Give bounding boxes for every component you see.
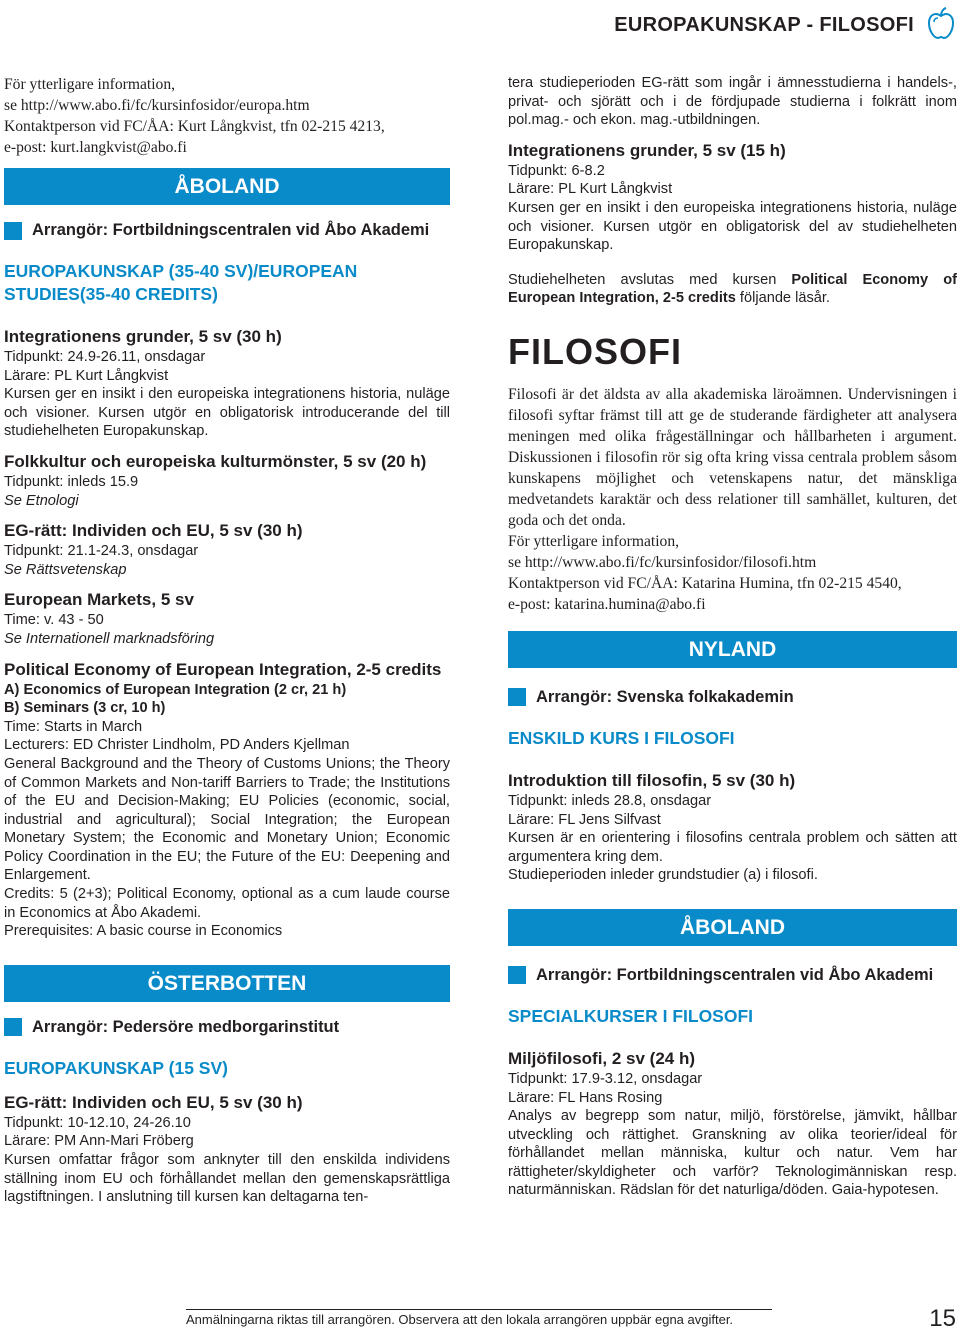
course-title: EG-rätt: Individen och EU, 5 sv (30 h) <box>4 521 303 541</box>
intro-url[interactable]: se http://www.abo.fi/fc/kursinfosidor/europa.htm <box>4 97 310 114</box>
continued-text: tera studieperioden EG-rätt som ingår i ämnesstudierna i handels-, privat- och sjörätt och i de fördjupade studierna i folkrätt inom pol.mag.- och ekon. mag.-utbildningen. <box>508 75 957 129</box>
course-time: Tidpunkt: 10-12.10, 24-26.10 <box>4 1114 191 1131</box>
course-part-b: B) Seminars (3 cr, 10 h) <box>4 700 166 717</box>
organizer-line <box>4 1018 450 1037</box>
region-banner-aboland: ÅBOLAND <box>508 909 957 946</box>
course-description: Kursen ger en insikt i den europeiska integrationens historia, nuläge och visioner. Kursen utgör en obligatorisk del av studiehelheten Europakunskap. <box>508 199 957 254</box>
footer-note: Anmälningarna riktas till arrangören. Observera att den lokala arrangören uppbär egna avgifter. <box>186 1309 772 1327</box>
course-part-a: A) Economics of European Integration (2 cr, 21 h) <box>4 681 347 698</box>
course-description: Kursen är en orientering i filosofins centrala problem och sätten att argumentera kring dem. <box>508 830 957 865</box>
course-description: Analys av begrepp som natur, miljö, förstörelse, jämvikt, hållbar utveckling och rättighet. Granskning av olika teorier/ideal för förhållandet mellan människa, kultur och natur. Vem har rättigheter/skyldigheter och varför? Teknologimänniskan resp. naturmänniskan. Rädslan för det naturliga/döden. Gaia-hypotesen. <box>508 1108 957 1199</box>
intro-contact: Kontaktperson vid FC/ÅA: Kurt Långkvist, tfn 02-215 4213, <box>4 118 385 135</box>
course-title: Integrationens grunder, 5 sv (15 h) <box>508 140 786 160</box>
course-time: Time: Starts in March <box>4 718 143 735</box>
intro-email[interactable]: e-post: kurt.langkvist@abo.fi <box>4 139 187 156</box>
region-banner-aboland: ÅBOLAND <box>4 168 450 205</box>
course-description: General Background and the Theory of Customs Unions; the Theory of Common Markets and Non-tariff Barriers to Trade; the Institutions of the EU and Decision-Making; EU Policies (economic, social, industrial and agricultural); Social Integration; the European Monetary System; the Economic and Monetary Union; Economic Policy Coordination in the EU; the Future of the EU: Deepening and Enlargement. <box>4 755 450 884</box>
intro-text: För ytterligare information, <box>4 76 176 93</box>
course-see-ref: Se Etnologi <box>4 492 79 509</box>
course-see-ref: Se Internationell marknadsföring <box>4 630 215 647</box>
programme-title: EUROPAKUNSKAP (35-40 SV)/EUROPEAN <box>4 261 358 281</box>
square-bullet-icon <box>508 966 526 984</box>
course-title: EG-rätt: Individen och EU, 5 sv (30 h) <box>4 1092 303 1112</box>
region-banner-nyland: NYLAND <box>508 631 957 668</box>
course-time: Tidpunkt: 24.9-26.11, onsdagar <box>4 349 206 365</box>
course-lecturers: Lecturers: ED Christer Lindholm, PD Anders Kjellman <box>4 737 350 754</box>
page-number: 15 <box>929 1305 956 1332</box>
right-column <box>508 74 957 1200</box>
organizer-text: Arrangör: Fortbildningscentralen vid Åbo Akademi <box>536 965 934 984</box>
course-credits: Credits: 5 (2+3); Political Economy, optional as a cum laude course in Economics at Åbo Akademi. <box>4 886 450 921</box>
apple-icon <box>926 6 956 40</box>
completion-note: Studiehelheten avslutas med kursen Political Economy of European Integration, 2-5 credits följande läsår. <box>508 271 957 307</box>
course-time: Tidpunkt: inleds 15.9 <box>4 473 139 490</box>
course-note: Studieperioden inleder grundstudier (a) i filosofi. <box>508 867 818 884</box>
course-time: Time: v. 43 - 50 <box>4 612 104 629</box>
organizer-line <box>4 221 450 240</box>
course-teacher: Lärare: PL Kurt Långkvist <box>4 367 169 384</box>
region-banner-osterbotten: ÖSTERBOTTEN <box>4 965 450 1002</box>
course-teacher: Lärare: PL Kurt Långkvist <box>508 181 673 198</box>
organizer-line <box>508 966 957 985</box>
course-see-ref: Se Rättsvetenskap <box>4 561 127 578</box>
course-title: Introduktion till filosofin, 5 sv (30 h) <box>508 770 796 790</box>
course-time: Tidpunkt: 21.1-24.3, onsdagar <box>4 543 199 560</box>
left-column <box>4 74 450 1207</box>
course-time: Tidpunkt: 6-8.2 <box>508 162 605 179</box>
subject-description: Filosofi är det äldsta av alla akademiska läroämnen. Undervisningen i filosofi syftar främst till att ge de studerande färdigheter att analysera meningen med olika frågeställningar och hållbarheten i argument. Diskussionen i filosofin rör sig ofta kring vissa centrala problem såsom kunskapens möjlighet och vetenskapens natur, det mänskliga medvetandets karaktär och dess relationer till samhället, kulturen, det goda och det onda. <box>508 385 957 529</box>
course-time: Tidpunkt: 17.9-3.12, onsdagar <box>508 1070 703 1087</box>
course-teacher: Lärare: PM Ann-Mari Fröberg <box>4 1133 194 1150</box>
subject-info: För ytterligare information, <box>508 532 680 550</box>
organizer-line <box>508 688 957 707</box>
course-teacher: Lärare: FL Hans Rosing <box>508 1089 663 1106</box>
course-teacher: Lärare: FL Jens Silfvast <box>508 811 661 828</box>
course-title: Integrationens grunder, 5 sv (30 h) <box>4 327 282 346</box>
course-description: Kursen omfattar frågor som anknyter till den enskilda individens ställning inom EU och förhållandet mellan den gemenskapsrättliga lagstiftningen. I anslutning till kursen kan deltagarna ten- <box>4 1152 450 1206</box>
subject-url[interactable]: se http://www.abo.fi/fc/kursinfosidor/filosofi.htm <box>508 553 817 571</box>
programme-title: ENSKILD KURS I FILOSOFI <box>508 727 735 748</box>
course-title: Political Economy of European Integration, 2-5 credits <box>4 659 442 679</box>
organizer-text: Arrangör: Pedersöre medborgarinstitut <box>32 1017 340 1036</box>
subject-email[interactable]: e-post: katarina.humina@abo.fi <box>508 595 706 613</box>
course-title: Folkkultur och europeiska kulturmönster, 5 sv (20 h) <box>4 451 427 471</box>
programme-title-cont: STUDIES(35-40 CREDITS) <box>4 284 218 304</box>
square-bullet-icon <box>508 688 526 706</box>
organizer-text: Arrangör: Svenska folkakademin <box>536 687 794 706</box>
subject-contact: Kontaktperson vid FC/ÅA: Katarina Humina, tfn 02-215 4540, <box>508 574 902 592</box>
course-description: Kursen ger en insikt i den europeiska integrationens historia, nuläge och visioner. Kursen utgör en obligatorisk introducerande del till studiehelheten Europakunskap. <box>4 386 450 440</box>
subject-title: FILOSOFI <box>508 330 682 372</box>
programme-title: SPECIALKURSER I FILOSOFI <box>508 1005 754 1026</box>
square-bullet-icon <box>4 222 22 240</box>
course-title: Miljöfilosofi, 2 sv (24 h) <box>508 1048 696 1068</box>
programme-title: EUROPAKUNSKAP (15 SV) <box>4 1057 228 1078</box>
course-time: Tidpunkt: inleds 28.8, onsdagar <box>508 792 712 809</box>
course-prerequisites: Prerequisites: A basic course in Economics <box>4 923 283 940</box>
organizer-text: Arrangör: Fortbildningscentralen vid Åbo Akademi <box>32 221 430 239</box>
course-title: European Markets, 5 sv <box>4 590 194 610</box>
page-header-title: EUROPAKUNSKAP - FILOSOFI <box>614 14 914 36</box>
square-bullet-icon <box>4 1018 22 1036</box>
